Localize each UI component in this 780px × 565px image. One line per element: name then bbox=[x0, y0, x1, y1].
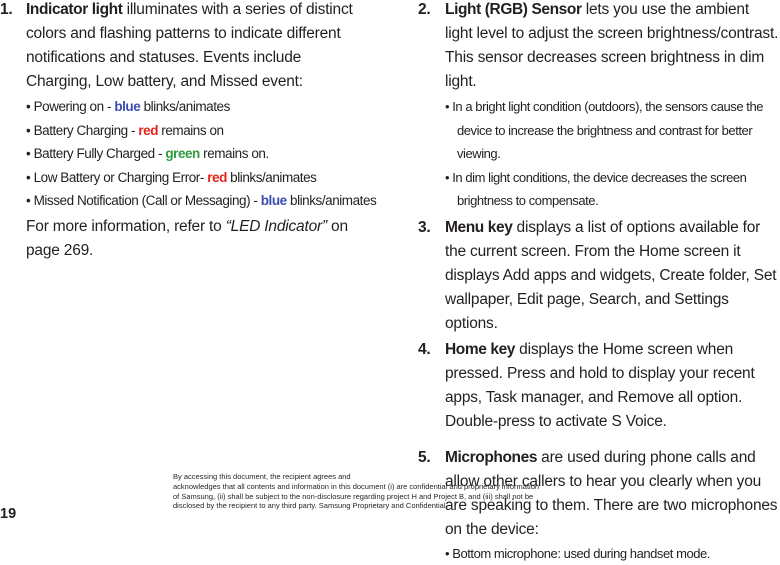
bullet-prefix: • Powering on - bbox=[26, 99, 114, 114]
bullet-prefix: • Battery Fully Charged - bbox=[26, 146, 165, 161]
left-column bbox=[0, 0, 370, 263]
bullet-item bbox=[26, 166, 370, 190]
microphone-bullets bbox=[445, 542, 780, 565]
item-number: 1. bbox=[0, 0, 13, 22]
notice-line: By accessing this document, the recipient agrees and bbox=[173, 472, 583, 482]
list-item-menu-key bbox=[418, 216, 780, 336]
indicator-bullets bbox=[26, 95, 370, 213]
item-description: are used during phone calls and allow other callers to hear you clearly when you are speaking to them. There are two microphones on the device: bbox=[445, 449, 777, 538]
bullet-suffix: blinks/animates bbox=[140, 99, 230, 114]
bullet-suffix: blinks/animates bbox=[287, 193, 377, 208]
item-description: displays a list of options available for the current screen. From the Home screen it displays Add apps and widgets, Create folder, Set wallpaper, Edit page, Search, and Settings options. bbox=[445, 219, 776, 332]
item-description: displays the Home screen when pressed. Press and hold to display your recent apps, Task manager, and Remove all option. bbox=[445, 341, 755, 406]
bullet-item: • Bottom microphone: used during handset mode. bbox=[445, 542, 780, 565]
item-number: 4. bbox=[418, 338, 431, 362]
list-item-home-key bbox=[418, 338, 780, 434]
bullet-prefix: • Battery Charging - bbox=[26, 123, 138, 138]
confidentiality-notice bbox=[173, 472, 583, 511]
item-term: Microphones bbox=[445, 449, 537, 466]
reference-text: For more information, refer to bbox=[26, 218, 226, 235]
cross-reference bbox=[26, 215, 370, 263]
spacer bbox=[418, 434, 780, 446]
item-number: 2. bbox=[418, 0, 431, 22]
bullet-prefix: • Missed Notification (Call or Messaging) - bbox=[26, 193, 261, 208]
bullet-item bbox=[26, 95, 370, 119]
item-term: Menu key bbox=[445, 219, 512, 236]
bullet-suffix: remains on. bbox=[200, 146, 269, 161]
bullet-suffix: remains on bbox=[158, 123, 224, 138]
page-number: 19 bbox=[0, 506, 16, 522]
color-word: green bbox=[165, 146, 200, 161]
list-item-indicator-light bbox=[0, 0, 370, 94]
item-description: lets you use the ambient light level to adjust the screen brightness/contrast. This sensor decreases screen brightness in dim light. bbox=[445, 1, 778, 90]
notice-line: acknowledges that all contents and information in this document (i) are confidential and proprietary information bbox=[173, 482, 583, 492]
item-description: illuminates with a series of distinct colors and flashing patterns to indicate different notifications and statuses. Events include Charging, Low battery, and Missed event: bbox=[26, 1, 353, 90]
item-text bbox=[445, 216, 780, 336]
color-word: red bbox=[207, 170, 227, 185]
bullet-item bbox=[26, 189, 370, 213]
reference-link[interactable]: “LED Indicator” bbox=[226, 218, 327, 235]
bullet-suffix: blinks/animates bbox=[227, 170, 317, 185]
color-word: red bbox=[138, 123, 158, 138]
notice-line: of Samsung, (ii) shall be subject to the non-disclosure regarding project H and Project B, and (iii) shall not be bbox=[173, 492, 583, 502]
item-extra-text: Double-press to activate S Voice. bbox=[445, 410, 780, 434]
item-text bbox=[445, 338, 780, 410]
color-word: blue bbox=[261, 193, 287, 208]
bullet-prefix: • Low Battery or Charging Error- bbox=[26, 170, 207, 185]
list-item-light-sensor bbox=[418, 0, 780, 94]
bullet-item bbox=[26, 119, 370, 143]
color-word: blue bbox=[114, 99, 140, 114]
item-text bbox=[26, 0, 370, 94]
item-term: Indicator light bbox=[26, 1, 122, 18]
bullet-item: • In a bright light condition (outdoors), the sensors cause the device to increase the brightness and contrast for better viewing. bbox=[445, 95, 780, 166]
item-number: 3. bbox=[418, 216, 431, 240]
item-term: Home key bbox=[445, 341, 515, 358]
item-term: Light (RGB) Sensor bbox=[445, 1, 582, 18]
sensor-bullets bbox=[445, 95, 780, 213]
bullet-item: • In dim light conditions, the device decreases the screen brightness to compensate. bbox=[445, 166, 780, 213]
item-text bbox=[445, 0, 780, 94]
reference-page: on page 269. bbox=[26, 218, 348, 259]
bullet-item bbox=[26, 142, 370, 166]
item-number: 5. bbox=[418, 446, 431, 470]
notice-line: disclosed by the recipient to any third party. Samsung Proprietary and Confidential bbox=[173, 501, 583, 511]
